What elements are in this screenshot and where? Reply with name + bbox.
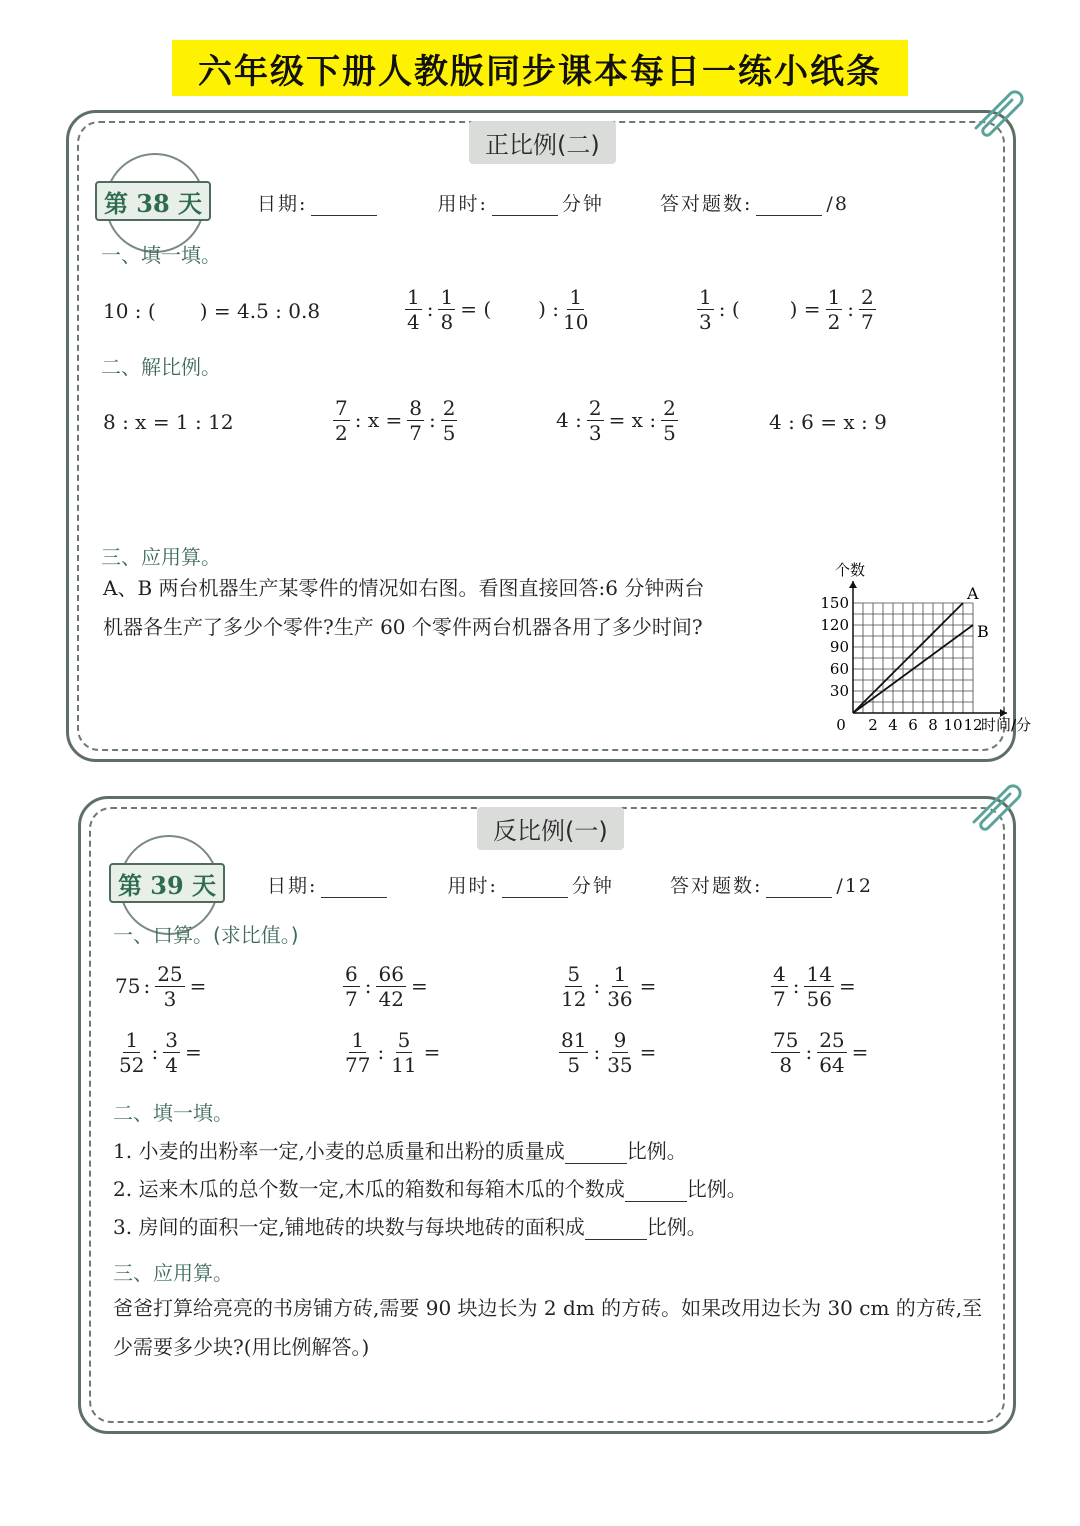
time-blank[interactable] [492, 195, 558, 216]
y-tick-label: 120 [820, 616, 849, 634]
time-label: 用时: [437, 193, 488, 215]
x-tick-label: 0 [836, 716, 846, 734]
chart-marks [820, 561, 1031, 734]
meta-row [267, 871, 873, 898]
score-blank[interactable] [766, 877, 832, 898]
section-solve-heading: 二、解比例。 [101, 355, 221, 379]
paperclip-icon [966, 78, 1026, 138]
solve-expr-1: 8 : x = 1 : 12 [103, 410, 234, 434]
day-seal [109, 843, 229, 923]
x-tick-label: 2 [868, 716, 878, 734]
y-tick-label: 60 [829, 660, 849, 678]
paperclip-icon [964, 772, 1024, 832]
score-label: 答对题数: [660, 193, 753, 215]
time-blank[interactable] [502, 877, 568, 898]
day-label: 第 38 天 [95, 181, 211, 221]
ratio-expr-7: $\frac{81}{5}$ : $\frac{9}{35}$ = [561, 1027, 657, 1077]
date-label: 日期: [267, 875, 318, 897]
ratio-expr-5: $\frac{1}{52}$ : $\frac{3}{4}$ = [119, 1027, 202, 1077]
section-apply-heading: 三、应用算。 [101, 545, 221, 569]
y-tick-label: 90 [829, 638, 849, 656]
section-fill-heading: 二、填一填。 [113, 1101, 233, 1125]
section-apply-heading: 三、应用算。 [113, 1261, 233, 1285]
day-label: 第 39 天 [109, 863, 225, 903]
y-tick-label: 30 [829, 682, 849, 700]
problem-text: 爸爸打算给亮亮的书房铺方砖,需要 90 块边长为 2 dm 的方砖。如果改用边长为 30 cm 的方砖,至少需要多少块?(用比例解答。) [113, 1296, 983, 1359]
time-unit: 分钟 [561, 193, 604, 215]
fill-expr-1: 10 : ( ) = 4.5 : 0.8 [103, 299, 321, 323]
ratio-expr-2: $\frac{6}{7}$ : $\frac{66}{42}$ = [345, 961, 428, 1011]
day-seal [95, 161, 215, 241]
series-label-a: A [967, 584, 979, 603]
y-tick-label: 150 [820, 594, 849, 612]
time-unit: 分钟 [571, 875, 614, 897]
x-tick-label: 12 [963, 716, 983, 734]
card-title: 正比例(二) [469, 121, 616, 164]
ratio-expr-4: $\frac{4}{7}$ : $\frac{14}{56}$ = [773, 961, 856, 1011]
answer-blank[interactable] [565, 1143, 627, 1164]
solve-expr-3: 4 : $\frac{2}{3}$ = x : $\frac{2}{5}$ [556, 395, 676, 445]
solve-expr-2: $\frac{7}{2}$ : x = $\frac{8}{7}$ : $\frac{2}{5}$ [335, 395, 456, 445]
x-tick-label: 8 [928, 716, 938, 734]
fill-expr-2: $\frac{1}{4}$ : $\frac{1}{8}$ = ( ) : $\frac{1}{10}$ [407, 284, 589, 334]
fill-line-3: 3. 房间的面积一定,铺地砖的块数与每块地砖的面积成 比例。 [113, 1215, 707, 1239]
score-total: /12 [836, 875, 873, 897]
score-label: 答对题数: [670, 875, 763, 897]
page-title: 六年级下册人教版同步课本每日一练小纸条 [172, 40, 908, 96]
date-blank[interactable] [311, 195, 377, 216]
x-tick-label: 10 [943, 716, 963, 734]
series-label-b: B [977, 622, 989, 641]
card-title: 反比例(一) [477, 807, 624, 850]
ratio-expr-1: 75 : $\frac{25}{3}$ = [115, 961, 207, 1011]
worksheet-card-day-39 [78, 796, 1016, 1434]
worksheet-card-day-38 [66, 110, 1032, 762]
answer-blank[interactable] [585, 1219, 647, 1240]
x-tick-label: 4 [888, 716, 898, 734]
y-axis-arrow [849, 581, 857, 588]
date-blank[interactable] [321, 877, 387, 898]
ratio-expr-6: $\frac{1}{77}$ : $\frac{5}{11}$ = [345, 1027, 441, 1077]
score-blank[interactable] [756, 195, 822, 216]
date-label: 日期: [257, 193, 308, 215]
line-chart [733, 559, 1032, 739]
section-oral-heading: 一、口算。(求比值。) [113, 923, 299, 947]
section-fill-heading: 一、填一填。 [101, 243, 221, 267]
problem-text: A、B 两台机器生产某零件的情况如右图。看图直接回答:6 分钟两台机器各生产了多少个零件?生产 60 个零件两台机器各用了多少时间? [103, 576, 705, 639]
time-label: 用时: [447, 875, 498, 897]
answer-blank[interactable] [625, 1181, 687, 1202]
y-axis-label: 个数 [835, 561, 866, 579]
x-tick-label: 6 [908, 716, 918, 734]
ratio-expr-3: $\frac{5}{12}$ : $\frac{1}{36}$ = [561, 961, 657, 1011]
fill-line-2: 2. 运来木瓜的总个数一定,木瓜的箱数和每箱木瓜的个数成 比例。 [113, 1177, 747, 1201]
ratio-expr-8: $\frac{75}{8}$ : $\frac{25}{64}$ = [773, 1027, 869, 1077]
fill-expr-3: $\frac{1}{3}$ : ( ) = $\frac{1}{2}$ : $\frac{2}{7}$ [699, 284, 874, 334]
meta-row [257, 189, 849, 216]
solve-expr-4: 4 : 6 = x : 9 [769, 410, 887, 434]
score-total: /8 [826, 193, 849, 215]
x-axis-label: 时间/分 [981, 716, 1032, 734]
fill-line-1: 1. 小麦的出粉率一定,小麦的总质量和出粉的质量成 比例。 [113, 1139, 687, 1163]
